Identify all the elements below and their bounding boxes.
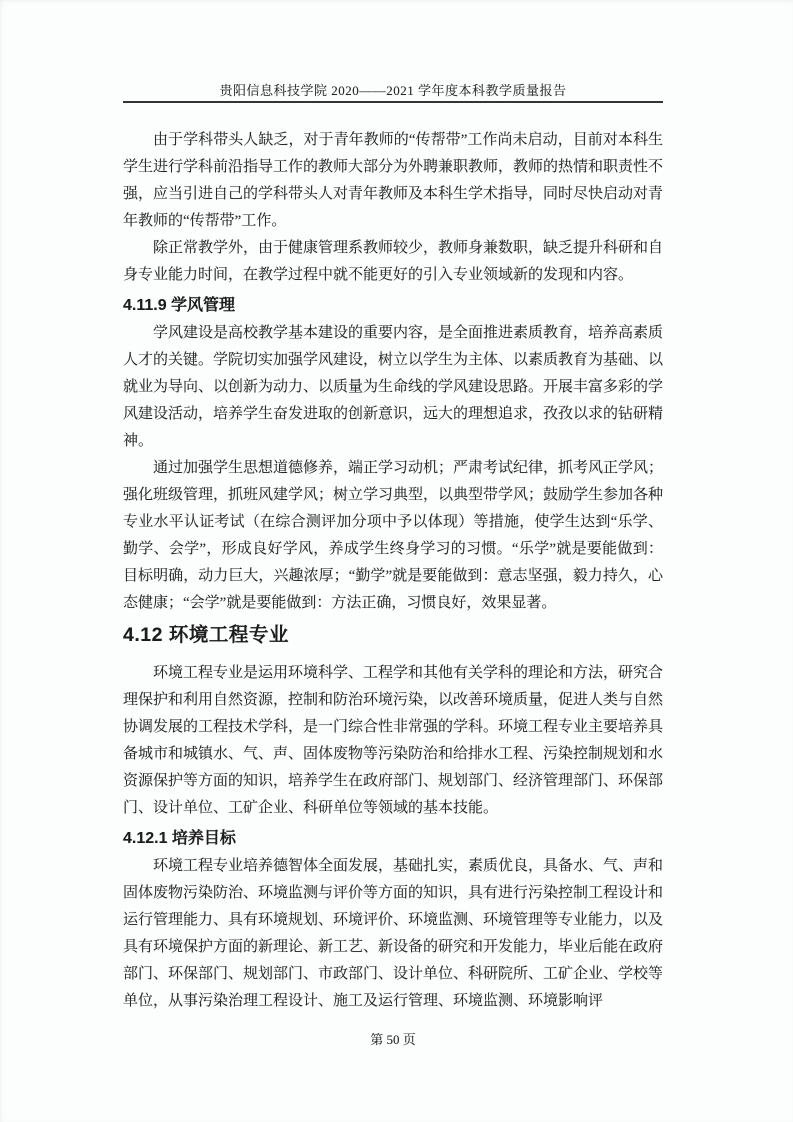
page-footer — [123, 1030, 663, 1050]
paragraph-study-style-construction: 学风建设是高校教学基本建设的重要内容，是全面推进素质教育，培养高素质人才的关键。学院切实加强学风建设，树立以学生为主体、以素质教育为基础、以就业为导向、以创新为动力、以质量为生命线的学风建设思路。开展丰富多彩的学风建设活动，培养学生奋发进取的创新意识，远大的理想追求，孜孜以求的钻研精神。 — [123, 325, 664, 449]
heading-4-11-9-study-style-management: 4.11.9 学风管理 — [123, 297, 236, 314]
paragraph-health-management-teachers: 除正常教学外，由于健康管理系教师较少，教师身兼数职，缺乏提升科研和自身专业能力时间，在教学过程中就不能更好的引入专业领域新的发现和内容。 — [123, 240, 664, 283]
paragraph-study-style-measures: 通过加强学生思想道德修养，端正学习动机；严肃考试纪律，抓考风正学风；强化班级管理，抓班风建学风；树立学习典型，以典型带学风；鼓励学生参加各种专业水平认证考试（在综合测评加分项中予以体现）等措施，使学生达到“乐学、勤学、会学”，形成良好学风，养成学生终身学习的习惯。“乐学”就是要能做到：目标明确，动力巨大，兴趣浓厚；“勤学”就是要能做到：意志坚强，毅力持久，心态健康；“会学”就是要能做到：方法正确，习惯良好，效果显著。 — [123, 460, 664, 611]
paragraph-major-introduction: 环境工程专业是运用环境科学、工程学和其他有关学科的理论和方法，研究合理保护和利用自然资源，控制和防治环境污染，以改善环境质量，促进人类与自然协调发展的工程技术学科，是一门综合性非常强的学科。环境工程专业主要培养具备城市和城镇水、气、声、固体废物等污染防治和给排水工程、污染控制规划和水资源保护等方面的知识，培养学生在政府部门、规划部门、经济管理部门、环保部门、设计单位、工矿企业、科研单位等领域的基本技能。 — [123, 665, 664, 816]
paragraph-training-objectives: 环境工程专业培养德智体全面发展，基础扎实，素质优良，具备水、气、声和固体废物污染防治、环境监测与评价等方面的知识，具有进行污染控制工程设计和运行管理能力、具有环境规划、环境评价、环境监测、环境管理等专业能力，以及具有环境保护方面的新理论、新工艺、新设备的研究和开发能力，毕业后能在政府部门、环保部门、规划部门、市政部门、设计单位、科研院所、工矿企业、学校等单位，从事污染治理工程设计、施工及运行管理、环境监测、环境影响评 — [123, 858, 664, 1009]
running-head-title: 贵阳信息科技学院 2020——2021 学年度本科教学质量报告 — [219, 83, 567, 98]
page-header — [123, 84, 663, 103]
page-number: 第 50 页 — [370, 1032, 416, 1047]
heading-4-12-1-training-objectives: 4.12.1 培养目标 — [123, 830, 236, 847]
document-body — [123, 127, 663, 1015]
paragraph-discipline-leader-shortage: 由于学科带头人缺乏，对于青年教师的“传帮带”工作尚未启动，目前对本科生学生进行学科前沿指导工作的教师大部分为外聘兼职教师，教师的热情和职责性不强，应当引进自己的学科带头人对青年教师及本科生学术指导，同时尽快启动对青年教师的“传帮带”工作。 — [123, 132, 664, 229]
heading-4-12-environmental-engineering-major: 4.12 环境工程专业 — [123, 624, 289, 646]
